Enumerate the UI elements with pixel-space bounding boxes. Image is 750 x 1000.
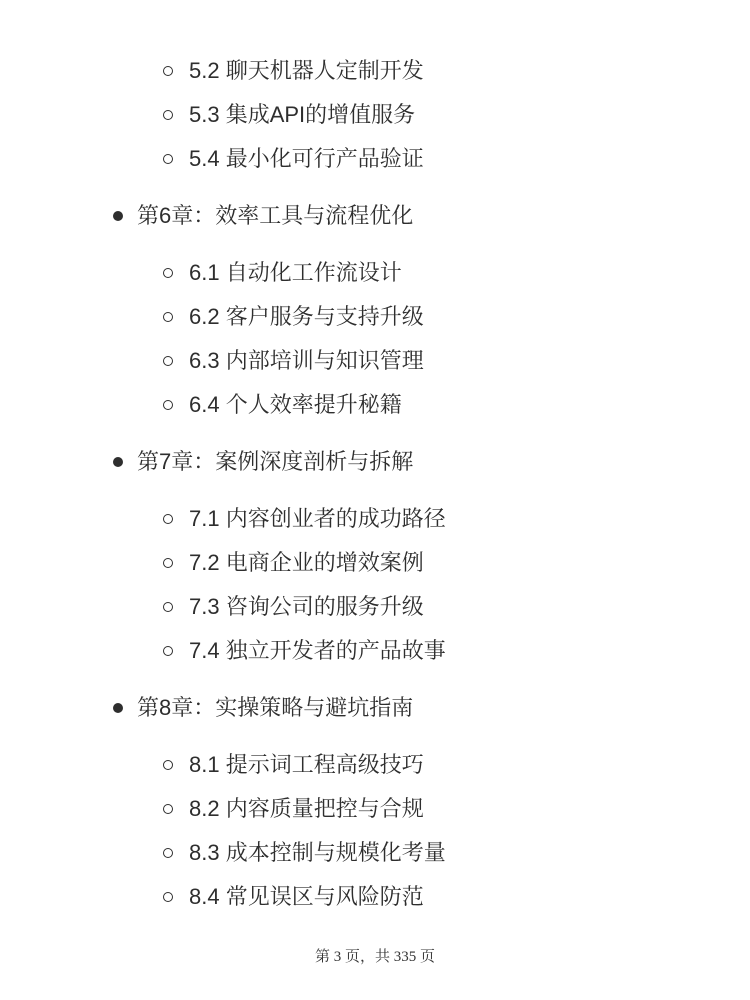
bullet-circle-icon (163, 400, 173, 410)
bullet-disc-icon (113, 703, 123, 713)
toc-subitem (0, 383, 750, 427)
toc-subitem-label: 6.4 个人效率提升秘籍 (189, 392, 402, 417)
toc-chapter-label: 第8章：实操策略与避坑指南 (137, 695, 414, 720)
toc-subitem (0, 629, 750, 673)
toc-subitem (0, 49, 750, 93)
toc-subitem (0, 743, 750, 787)
bullet-disc-icon (113, 211, 123, 221)
toc-subitem (0, 295, 750, 339)
toc-subitem (0, 339, 750, 383)
toc-subitem (0, 93, 750, 137)
toc-subitem (0, 541, 750, 585)
bullet-circle-icon (163, 558, 173, 568)
toc-subitem-label: 8.4 常见误区与风险防范 (189, 884, 424, 909)
toc-subitem-label: 7.2 电商企业的增效案例 (189, 550, 424, 575)
bullet-circle-icon (163, 646, 173, 656)
page-footer (0, 945, 750, 966)
bullet-disc-icon (113, 457, 123, 467)
toc-subitem-label: 7.4 独立开发者的产品故事 (189, 638, 446, 663)
bullet-circle-icon (163, 848, 173, 858)
bullet-circle-icon (163, 892, 173, 902)
bullet-circle-icon (163, 154, 173, 164)
toc-chapter-label: 第6章：效率工具与流程优化 (137, 203, 414, 228)
toc-subitem-label: 7.1 内容创业者的成功路径 (189, 506, 446, 531)
toc-subitem (0, 875, 750, 919)
toc-subitem (0, 831, 750, 875)
toc-subitem-label: 6.1 自动化工作流设计 (189, 260, 402, 285)
bullet-circle-icon (163, 804, 173, 814)
bullet-circle-icon (163, 312, 173, 322)
bullet-circle-icon (163, 356, 173, 366)
toc-subitem-label: 6.3 内部培训与知识管理 (189, 348, 424, 373)
toc-subitem-label: 5.2 聊天机器人定制开发 (189, 58, 424, 83)
toc-subitem (0, 585, 750, 629)
toc-subitem-label: 5.4 最小化可行产品验证 (189, 146, 424, 171)
bullet-circle-icon (163, 602, 173, 612)
toc-subitem-label: 8.2 内容质量把控与合规 (189, 796, 424, 821)
toc-subitem-label: 7.3 咨询公司的服务升级 (189, 594, 424, 619)
bullet-circle-icon (163, 110, 173, 120)
bullet-circle-icon (163, 760, 173, 770)
toc-chapter-label: 第7章：案例深度剖析与拆解 (137, 449, 414, 474)
page-indicator: 第 3 页，共 335 页 (314, 949, 435, 965)
toc-chapter (0, 686, 750, 730)
toc-subitem-label: 8.1 提示词工程高级技巧 (189, 752, 424, 777)
bullet-circle-icon (163, 268, 173, 278)
toc-subitem-label: 8.3 成本控制与规模化考量 (189, 840, 446, 865)
bullet-circle-icon (163, 66, 173, 76)
toc-subitem-label: 5.3 集成API的增值服务 (189, 102, 416, 127)
toc-subitem (0, 251, 750, 295)
toc-subitem (0, 137, 750, 181)
toc-chapter (0, 194, 750, 238)
toc-subitem-label: 6.2 客户服务与支持升级 (189, 304, 424, 329)
toc-chapter (0, 440, 750, 484)
toc-subitem (0, 497, 750, 541)
toc-subitem (0, 787, 750, 831)
bullet-circle-icon (163, 514, 173, 524)
